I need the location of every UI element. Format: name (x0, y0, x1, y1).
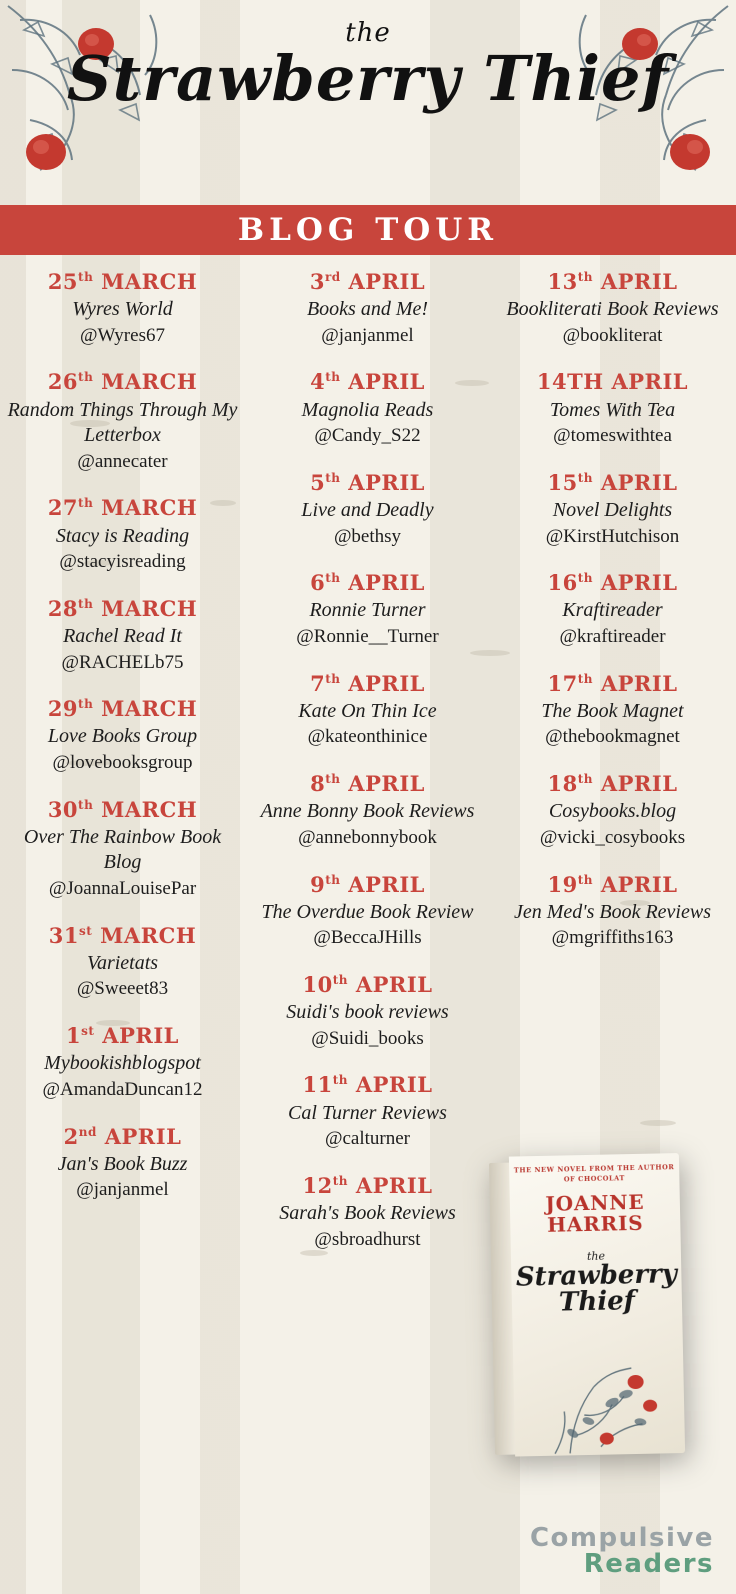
tour-stop-date: 31st MARCH (48, 922, 197, 948)
tour-stop-handle: @sbroadhurst (314, 1228, 421, 1250)
book-cover (489, 1153, 685, 1457)
tour-stop (496, 270, 729, 348)
tour-stop (496, 471, 729, 549)
tour-stop-blog: Rachel Read It (63, 625, 182, 647)
tour-stop (6, 597, 239, 675)
tour-stop-date: 16th APRIL (547, 570, 678, 596)
tour-stop-date: 28th MARCH (47, 595, 198, 621)
logo-line-2: Readers (583, 1549, 714, 1580)
tour-stop (496, 571, 729, 649)
tour-stop-blog: Ronnie Turner (309, 599, 426, 622)
tour-stop-date: 2nd APRIL (63, 1123, 182, 1149)
tour-stop (6, 798, 239, 902)
tour-stop-date: 7th APRIL (310, 670, 425, 696)
tour-stop (496, 772, 729, 850)
tour-stop-blog: Tomes With Tea (549, 398, 676, 421)
tour-stop-handle: @mgriffiths163 (551, 927, 674, 949)
tour-stop-blog: Novel Delights (552, 498, 673, 521)
tour-stop (6, 1125, 239, 1203)
tour-stop-handle: @JoannaLouisePar (48, 878, 197, 900)
tour-stop (251, 973, 484, 1051)
book-title-main: Strawberry Thief (515, 1258, 678, 1318)
tour-stop (6, 496, 239, 574)
compulsive-readers-logo (529, 1522, 714, 1580)
tour-stop-handle: @kateonthinice (307, 726, 428, 748)
tour-stop-handle: @lovebooksgroup (52, 752, 193, 774)
tour-stop-date: 19th APRIL (547, 871, 678, 897)
tour-stop (496, 873, 729, 951)
tour-stop-date: 13th APRIL (547, 269, 678, 294)
tour-stop (6, 270, 239, 348)
tour-stop-date: 11th APRIL (302, 1072, 433, 1098)
tour-stop (251, 1174, 484, 1252)
tour-stop-date: 17th APRIL (547, 670, 678, 696)
tour-stop-handle: @stacyisreading (59, 551, 186, 573)
blog-tour-label: BLOG TOUR (237, 212, 499, 248)
tour-stop-blog: Varietats (86, 951, 159, 974)
poster-title (0, 20, 736, 118)
tour-stop-blog: Books and Me! (306, 298, 429, 321)
tour-stop-handle: @Wyres67 (80, 324, 165, 346)
tour-stop-blog: Live and Deadly (301, 498, 434, 521)
tour-stop-blog: Kraftireader (562, 599, 663, 622)
tour-stop-handle: @annebonnybook (298, 826, 437, 848)
tour-stop-date: 25th MARCH (47, 269, 198, 294)
tour-stop-handle: @BeccaJHills (313, 927, 422, 949)
tour-stop-date: 29th MARCH (47, 696, 198, 722)
book-strapline: THE NEW NOVEL FROM THE AUTHOR OF CHOCOLAT (513, 1163, 675, 1184)
tour-stop-handle: @bookliterat (562, 324, 663, 346)
tour-stop-handle: @thebookmagnet (545, 726, 680, 748)
tour-stop (6, 697, 239, 775)
tour-stop-blog: Jen Med's Book Reviews (514, 900, 711, 923)
book-front-cover (509, 1153, 685, 1456)
book-cover-illustration (513, 1333, 685, 1457)
tour-stop-blog: Cosybooks.blog (548, 800, 677, 823)
tour-stop-date: 4th APRIL (310, 369, 425, 395)
tour-stop-handle: @annecater (77, 450, 168, 472)
tour-stop-blog: Over The Rainbow Book Blog (23, 825, 222, 874)
tour-stop-blog: Kate On Thin Ice (298, 699, 437, 722)
tour-stop-blog: Anne Bonny Book Reviews (260, 800, 475, 823)
tour-stop-blog: Sarah's Book Reviews (279, 1201, 456, 1224)
poster-header (0, 0, 736, 205)
tour-stop-date: 9th APRIL (310, 871, 425, 897)
tour-stop-date: 3rd APRIL (309, 269, 426, 294)
tour-stop-date: 27th MARCH (47, 495, 198, 521)
tour-stop-blog: Love Books Group (47, 725, 198, 748)
tour-stop-date: 14TH APRIL (536, 369, 689, 395)
tour-stop-handle: @Ronnie__Turner (296, 626, 439, 647)
blog-tour-band (0, 205, 736, 255)
tour-stop-blog: Bookliterati Book Reviews (506, 298, 719, 321)
tour-stop-handle: @bethsy (333, 525, 402, 547)
tour-schedule (0, 270, 736, 1274)
tour-stop-blog: Mybookishblogspot (44, 1052, 201, 1075)
tour-stop-blog: The Book Magnet (541, 699, 684, 722)
tour-stop (251, 270, 484, 348)
tour-stop-date: 26th MARCH (47, 369, 198, 395)
tour-stop-blog: The Overdue Book Review (261, 900, 474, 923)
tour-stop-blog: Magnolia Reads (301, 398, 434, 421)
tour-stop-handle: @janjanmel (76, 1179, 169, 1201)
tour-stop (251, 672, 484, 750)
tour-stop-handle: @calturner (324, 1128, 410, 1150)
tour-stop-date: 8th APRIL (310, 771, 425, 797)
tour-stop (251, 772, 484, 850)
tour-stop-handle: @KirstHutchison (545, 525, 680, 547)
tour-stop-blog: Jan's Book Buzz (57, 1152, 188, 1175)
tour-stop-handle: @AmandaDuncan12 (42, 1078, 203, 1100)
tour-stop-blog: Stacy is Reading (55, 524, 190, 547)
tour-stop-date: 5th APRIL (310, 469, 425, 495)
tour-stop-date: 30th MARCH (47, 796, 198, 822)
tour-stop-date: 1st APRIL (66, 1023, 179, 1049)
tour-stop-blog: Random Things Through My Letterbox (7, 398, 238, 447)
schedule-column-2 (245, 270, 490, 1274)
book-author: JOANNE HARRIS (545, 1189, 645, 1237)
tour-stop-handle: @Suidi_books (311, 1027, 424, 1049)
poster-title-main: Strawberry Thief (66, 42, 670, 115)
tour-stop-blog: Wyres World (72, 298, 173, 321)
tour-stop-blog: Cal Turner Reviews (288, 1101, 447, 1124)
tour-stop-date: 6th APRIL (310, 570, 425, 596)
tour-stop-date: 10th APRIL (302, 971, 433, 997)
tour-stop-blog: Suidi's book reviews (286, 1001, 449, 1024)
tour-stop-date: 12th APRIL (302, 1172, 433, 1198)
tour-stop-date: 15th APRIL (547, 469, 678, 495)
logo-line-1: Compulsive (529, 1522, 714, 1553)
tour-stop (6, 370, 239, 474)
tour-stop (496, 370, 729, 448)
tour-stop-date: 18th APRIL (547, 771, 678, 797)
tour-stop (251, 1073, 484, 1151)
tour-stop (251, 571, 484, 649)
tour-stop-handle: @Sweeet83 (76, 978, 169, 1000)
tour-stop-handle: @kraftireader (559, 626, 666, 647)
tour-stop-handle: @RACHELb75 (61, 651, 184, 673)
tour-stop (496, 672, 729, 750)
tour-stop (251, 471, 484, 549)
tour-stop-handle: @tomeswithtea (553, 425, 672, 447)
tour-stop-handle: @janjanmel (321, 324, 414, 346)
schedule-column-3 (490, 270, 735, 1274)
tour-stop (251, 873, 484, 951)
tour-stop-handle: @Candy_S22 (314, 425, 421, 447)
book-title-the: the (586, 1249, 606, 1263)
schedule-column-1 (0, 270, 245, 1274)
tour-stop (251, 370, 484, 448)
tour-stop-handle: @vicki_cosybooks (539, 826, 686, 848)
poster-title-the: the (345, 18, 391, 48)
tour-stop (6, 1024, 239, 1102)
tour-stop (6, 924, 239, 1002)
